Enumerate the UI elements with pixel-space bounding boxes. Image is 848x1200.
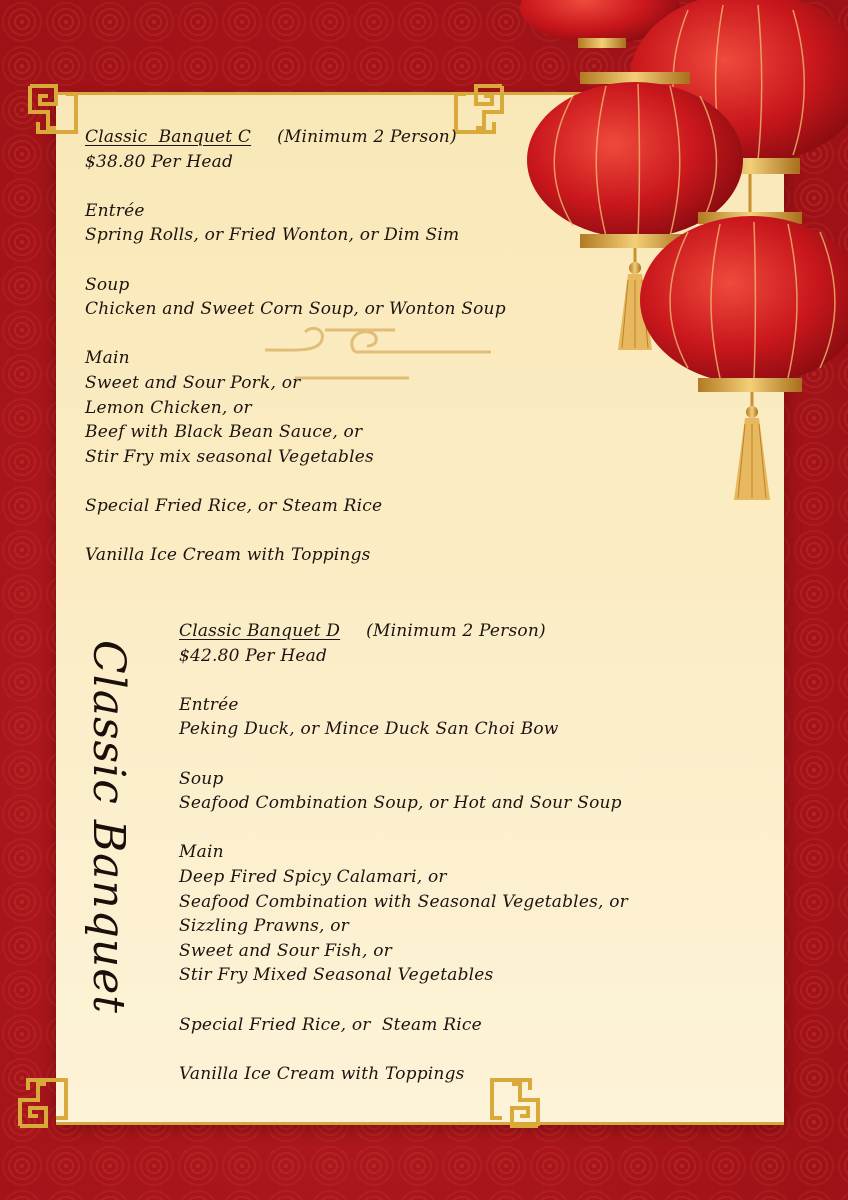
banquet-c-dessert: Vanilla Ice Cream with Toppings — [85, 545, 371, 566]
banquet-d-minimum: (Minimum 2 Person) — [366, 621, 546, 641]
banquet-c-title-line — [85, 125, 506, 150]
banquet-c-minimum: (Minimum 2 Person) — [277, 127, 457, 147]
lantern-icon — [488, 0, 848, 520]
banquet-c-price: $38.80 Per Head — [85, 151, 234, 172]
banquet-d-price: $42.80 Per Head — [179, 645, 328, 666]
banquet-d-main-item: Sweet and Sour Fish, or — [179, 940, 392, 961]
banquet-c-section — [85, 125, 506, 568]
banquet-c-main-item: Stir Fry mix seasonal Vegetables — [85, 446, 374, 467]
banquet-d-main-item: Seafood Combination with Seasonal Vegetables, or — [179, 891, 628, 912]
frame-bottom-line — [56, 1122, 784, 1125]
banquet-c-entree-heading: Entrée — [85, 200, 145, 221]
banquet-d-section — [179, 619, 628, 1086]
side-title: Classic Banquet — [83, 640, 134, 1014]
banquet-d-main-item: Stir Fry Mixed Seasonal Vegetables — [179, 965, 494, 986]
banquet-c-rice: Special Fried Rice, or Steam Rice — [85, 495, 383, 516]
banquet-c-soup-items: Chicken and Sweet Corn Soup, or Wonton Soup — [85, 299, 506, 320]
gold-corner-ornament-icon — [26, 82, 80, 136]
banquet-d-rice: Special Fried Rice, or Steam Rice — [179, 1014, 482, 1035]
banquet-c-main-item: Lemon Chicken, or — [85, 397, 252, 418]
banquet-c-main-heading: Main — [85, 348, 130, 369]
banquet-d-dessert: Vanilla Ice Cream with Toppings — [179, 1063, 465, 1084]
banquet-c-title: Classic Banquet C — [85, 127, 252, 147]
banquet-d-main-heading: Main — [179, 842, 224, 863]
banquet-d-entree-items: Peking Duck, or Mince Duck San Choi Bow — [179, 719, 559, 740]
banquet-d-main-item: Sizzling Prawns, or — [179, 916, 349, 937]
banquet-c-main-item: Sweet and Sour Pork, or — [85, 372, 301, 393]
banquet-d-main-item: Deep Fired Spicy Calamari, or — [179, 866, 447, 887]
banquet-c-main-item: Beef with Black Bean Sauce, or — [85, 422, 363, 443]
banquet-c-entree-items: Spring Rolls, or Fried Wonton, or Dim Sim — [85, 225, 460, 246]
banquet-d-soup-heading: Soup — [179, 768, 224, 789]
banquet-d-soup-items: Seafood Combination Soup, or Hot and Sour Soup — [179, 793, 622, 814]
banquet-d-title: Classic Banquet D — [179, 621, 341, 641]
banquet-c-soup-heading: Soup — [85, 274, 130, 295]
banquet-d-title-line — [179, 619, 628, 644]
gold-corner-ornament-icon — [16, 1076, 70, 1130]
banquet-d-entree-heading: Entrée — [179, 694, 239, 715]
